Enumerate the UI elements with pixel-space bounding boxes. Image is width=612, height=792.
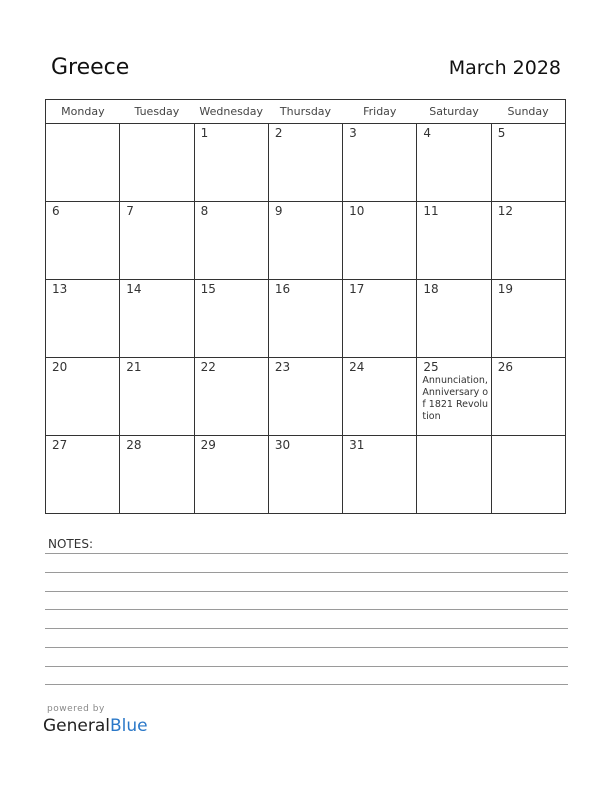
weekday-header-row bbox=[46, 100, 566, 124]
day-number bbox=[120, 124, 193, 126]
note-line bbox=[45, 609, 568, 610]
day-cell bbox=[417, 280, 491, 358]
day-number bbox=[492, 436, 565, 438]
day-number: 17 bbox=[349, 282, 365, 296]
day-cell bbox=[120, 280, 194, 358]
day-cell bbox=[120, 202, 194, 280]
week-row bbox=[46, 358, 566, 436]
day-number: 7 bbox=[126, 204, 134, 218]
day-cell bbox=[417, 202, 491, 280]
day-number: 29 bbox=[200, 438, 216, 452]
day-cell bbox=[268, 436, 342, 514]
day-number: 5 bbox=[497, 126, 506, 140]
day-number: 21 bbox=[126, 360, 142, 374]
day-number: 8 bbox=[200, 204, 209, 218]
day-cell bbox=[194, 124, 268, 202]
day-number: 31 bbox=[349, 438, 365, 452]
day-cell bbox=[46, 436, 120, 514]
day-number: 11 bbox=[423, 204, 439, 218]
day-cell bbox=[343, 124, 417, 202]
day-cell bbox=[491, 436, 565, 514]
weekday-saturday: Saturday bbox=[417, 100, 491, 124]
note-line bbox=[45, 591, 568, 592]
brand-blue: Blue bbox=[110, 716, 148, 736]
note-line bbox=[45, 553, 568, 554]
day-cell bbox=[194, 436, 268, 514]
day-cell bbox=[491, 124, 565, 202]
holiday-label: Annunciation, Anniversary of 1821 Revolution bbox=[422, 375, 489, 422]
day-cell bbox=[491, 358, 565, 436]
day-number: 23 bbox=[274, 360, 291, 374]
day-cell bbox=[120, 436, 194, 514]
day-cell bbox=[491, 202, 565, 280]
day-cell bbox=[491, 280, 565, 358]
month-year-title: March 2028 bbox=[448, 57, 561, 79]
day-number: 16 bbox=[274, 282, 291, 296]
day-number: 4 bbox=[423, 126, 432, 140]
day-cell bbox=[268, 280, 342, 358]
day-cell bbox=[194, 358, 268, 436]
day-cell bbox=[343, 202, 417, 280]
day-number: 19 bbox=[497, 282, 513, 296]
day-number: 3 bbox=[349, 126, 357, 140]
weekday-wednesday: Wednesday bbox=[194, 100, 268, 124]
day-cell bbox=[46, 202, 120, 280]
day-cell bbox=[268, 202, 342, 280]
note-line bbox=[45, 628, 568, 629]
weekday-friday: Friday bbox=[343, 100, 417, 124]
day-number: 27 bbox=[52, 438, 68, 452]
day-cell bbox=[194, 280, 268, 358]
notes-label: NOTES: bbox=[48, 537, 93, 551]
day-cell bbox=[46, 358, 120, 436]
day-number: 30 bbox=[274, 438, 291, 452]
day-number: 2 bbox=[274, 126, 283, 140]
note-line bbox=[45, 647, 568, 648]
day-number: 15 bbox=[200, 282, 216, 296]
note-line bbox=[45, 572, 568, 573]
day-number: 12 bbox=[497, 204, 513, 218]
day-number bbox=[417, 436, 490, 438]
day-number: 6 bbox=[52, 204, 60, 218]
weekday-sunday: Sunday bbox=[491, 100, 565, 124]
week-row bbox=[46, 436, 566, 514]
day-cell bbox=[343, 436, 417, 514]
day-number: 9 bbox=[274, 204, 283, 218]
day-number: 22 bbox=[200, 360, 216, 374]
day-cell bbox=[268, 124, 342, 202]
country-title: Greece bbox=[51, 55, 130, 80]
day-number: 10 bbox=[349, 204, 365, 218]
day-number: 24 bbox=[349, 360, 365, 374]
day-cell bbox=[343, 358, 417, 436]
week-row bbox=[46, 202, 566, 280]
brand-general: General bbox=[43, 716, 110, 736]
day-cell bbox=[120, 124, 194, 202]
day-number: 18 bbox=[423, 282, 439, 296]
day-number: 26 bbox=[497, 360, 513, 374]
day-number: 13 bbox=[52, 282, 68, 296]
day-number: 14 bbox=[126, 282, 142, 296]
brand-logo bbox=[43, 716, 148, 736]
day-number: 20 bbox=[52, 360, 68, 374]
week-row bbox=[46, 280, 566, 358]
day-cell bbox=[417, 436, 491, 514]
weekday-tuesday: Tuesday bbox=[120, 100, 194, 124]
day-cell bbox=[268, 358, 342, 436]
note-line bbox=[45, 684, 568, 685]
day-cell bbox=[417, 124, 491, 202]
day-cell bbox=[343, 280, 417, 358]
day-cell bbox=[46, 280, 120, 358]
day-number bbox=[46, 124, 119, 126]
powered-by-text: powered by bbox=[47, 704, 105, 714]
day-number: 1 bbox=[200, 126, 209, 140]
day-cell bbox=[120, 358, 194, 436]
day-cell bbox=[46, 124, 120, 202]
weekday-monday: Monday bbox=[46, 100, 120, 124]
weekday-thursday: Thursday bbox=[268, 100, 342, 124]
day-number: 25 bbox=[423, 360, 439, 374]
calendar-grid bbox=[45, 99, 566, 514]
day-number: 28 bbox=[126, 438, 142, 452]
week-row bbox=[46, 124, 566, 202]
note-line bbox=[45, 666, 568, 667]
day-cell bbox=[417, 358, 491, 436]
day-cell bbox=[194, 202, 268, 280]
